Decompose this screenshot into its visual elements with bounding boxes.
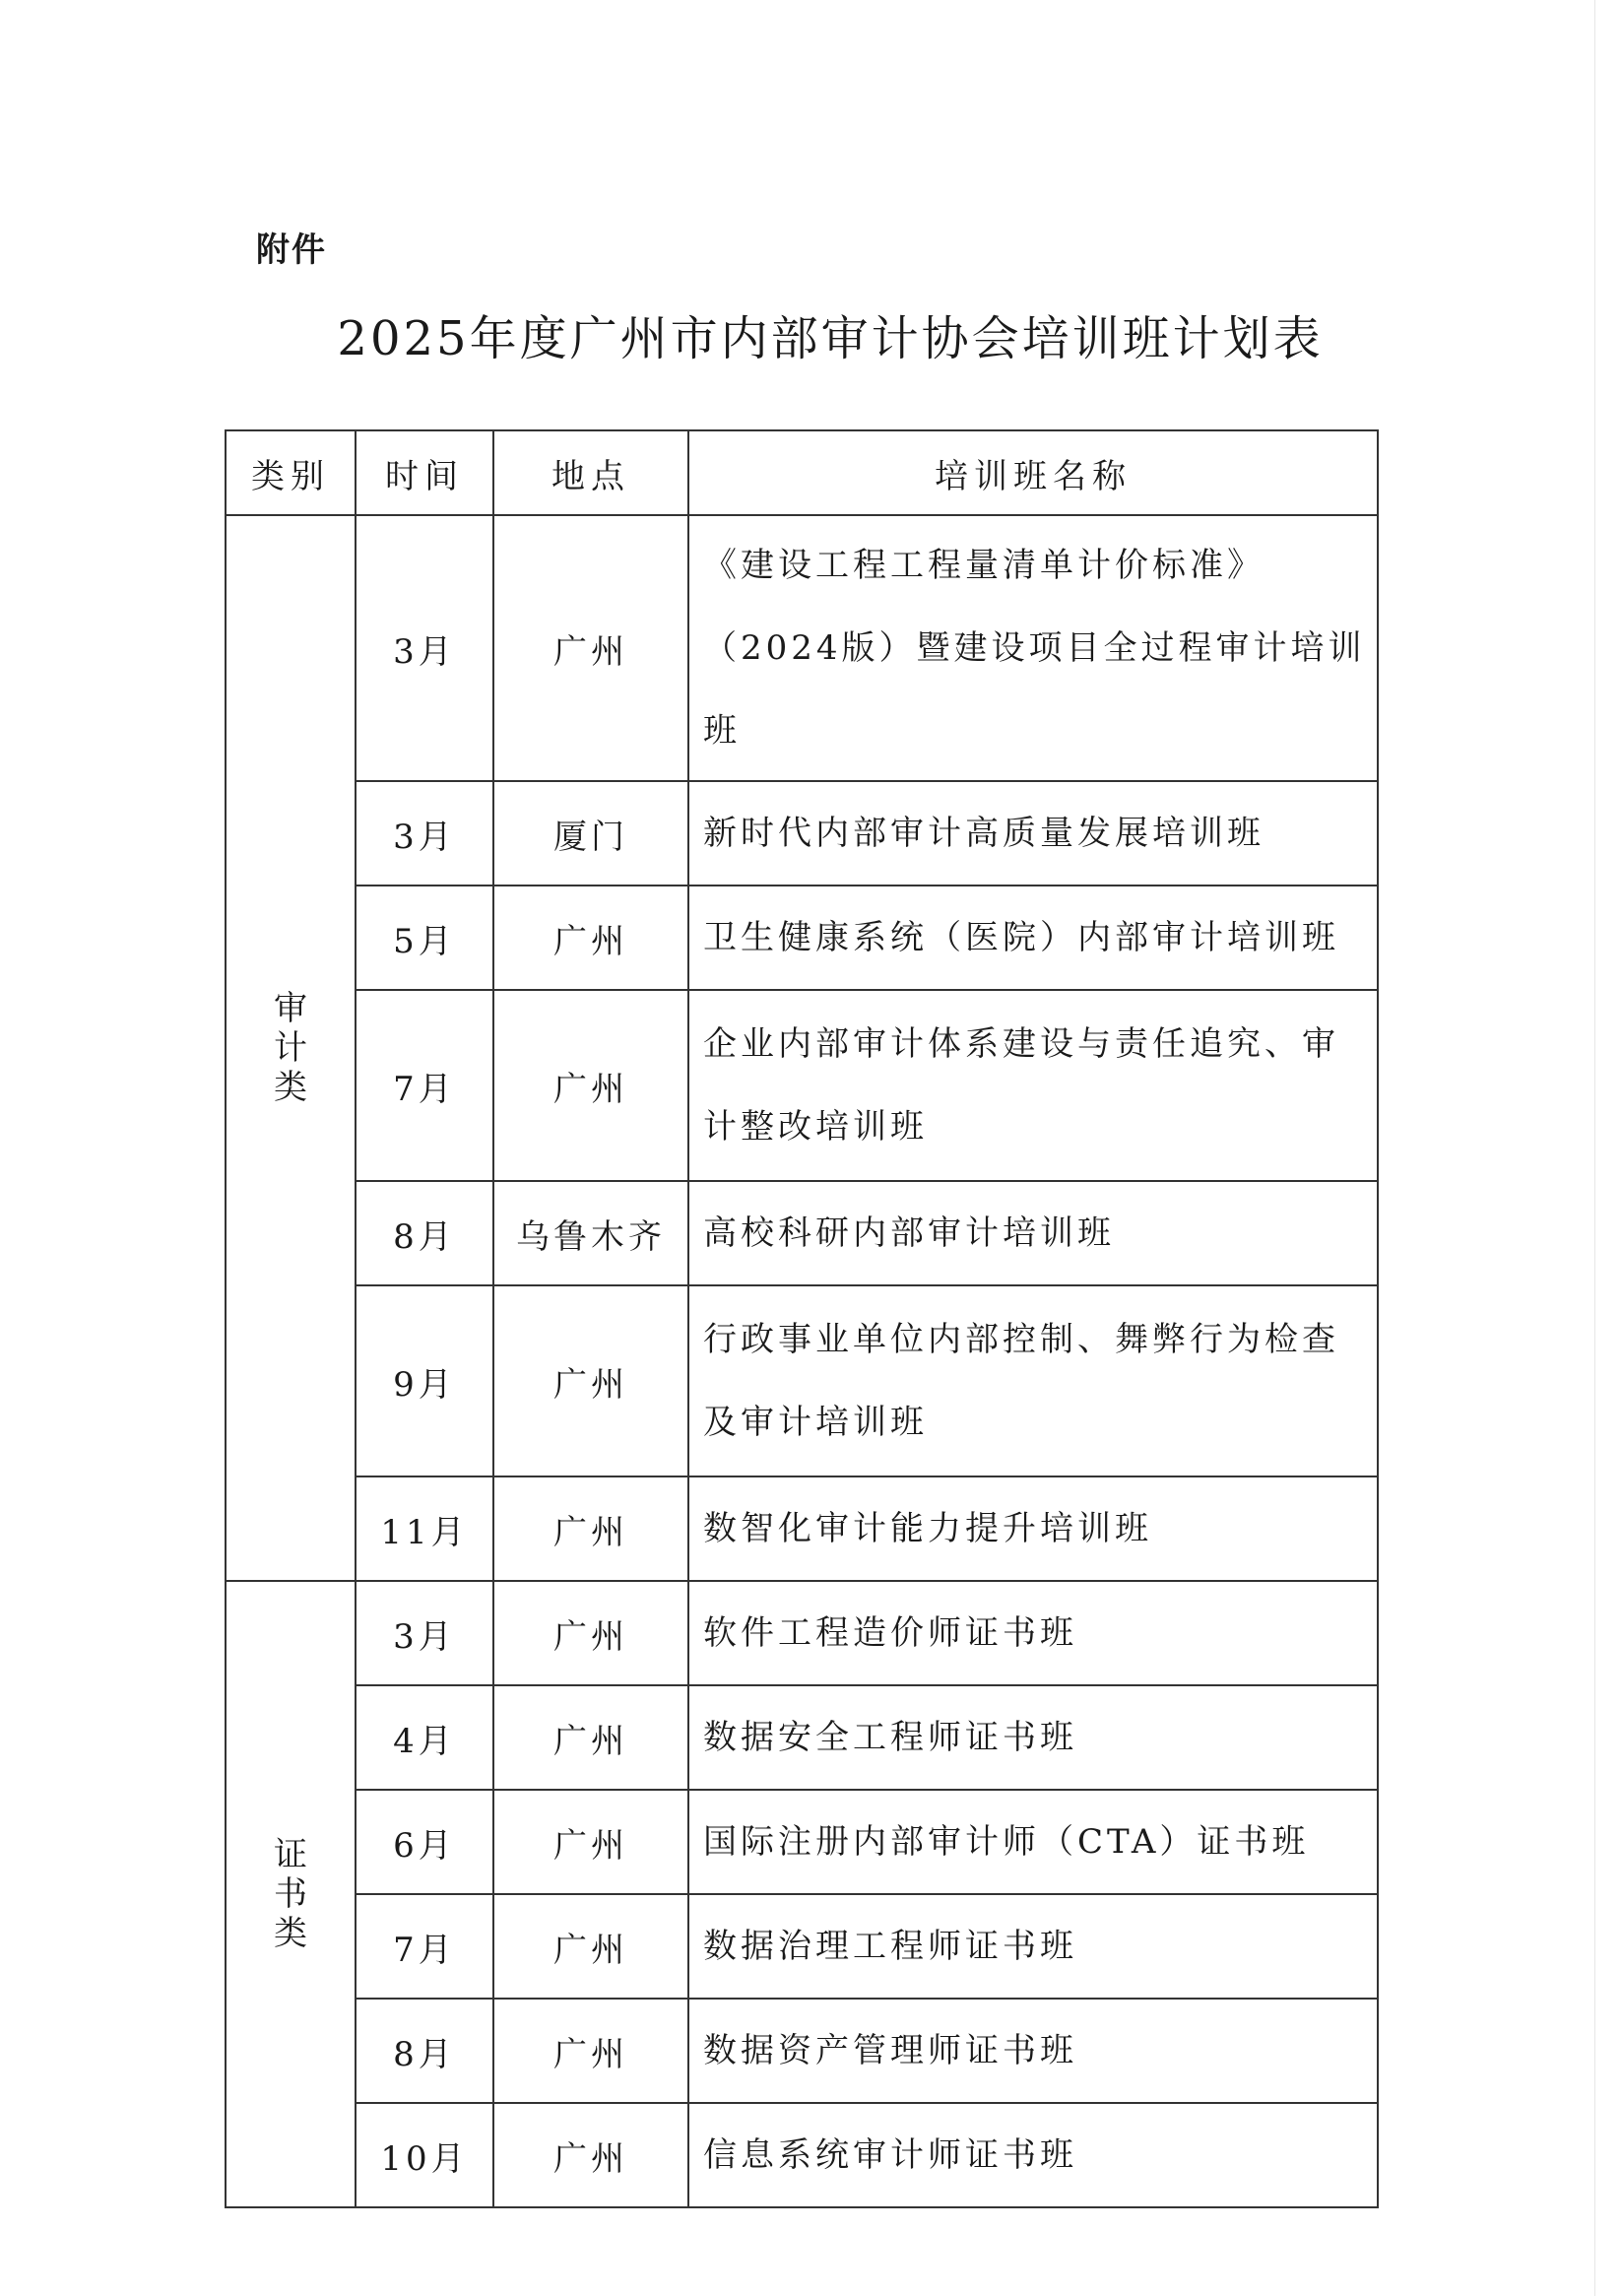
location-cell: 广州 — [493, 1999, 688, 2103]
course-cell: 信息系统审计师证书班 — [688, 2103, 1378, 2207]
location-cell: 广州 — [493, 1894, 688, 1999]
table-row — [226, 1685, 1378, 1790]
month-cell: 3月 — [356, 1581, 493, 1685]
table-row — [226, 990, 1378, 1181]
table-row — [226, 2103, 1378, 2207]
category-label: 审 计 类 — [274, 989, 307, 1107]
course-cell: 行政事业单位内部控制、舞弊行为检查及审计培训班 — [688, 1285, 1378, 1476]
table-row — [226, 1476, 1378, 1581]
course-cell: 数智化审计能力提升培训班 — [688, 1476, 1378, 1581]
location-cell: 广州 — [493, 1476, 688, 1581]
course-cell: 国际注册内部审计师（CTA）证书班 — [688, 1790, 1378, 1894]
document-title: 2025年度广州市内部审计协会培训班计划表 — [337, 311, 1324, 366]
location-cell: 广州 — [493, 1581, 688, 1685]
table-row — [226, 1285, 1378, 1476]
location-cell: 广州 — [493, 1790, 688, 1894]
course-cell: 数据资产管理师证书班 — [688, 1999, 1378, 2103]
month-cell: 7月 — [356, 1894, 493, 1999]
course-cell: 企业内部审计体系建设与责任追究、审计整改培训班 — [688, 990, 1378, 1181]
location-cell: 广州 — [493, 2103, 688, 2207]
training-plan-table — [225, 429, 1379, 2208]
location-cell: 广州 — [493, 990, 688, 1181]
month-cell: 10月 — [356, 2103, 493, 2207]
course-cell: 高校科研内部审计培训班 — [688, 1181, 1378, 1285]
location-cell: 乌鲁木齐 — [493, 1181, 688, 1285]
attachment-label: 附件 — [256, 230, 327, 270]
location-cell: 广州 — [493, 1685, 688, 1790]
location-cell: 厦门 — [493, 781, 688, 886]
month-cell: 7月 — [356, 990, 493, 1181]
header-time: 时间 — [356, 430, 493, 515]
category-cell-certificate — [226, 1581, 356, 2207]
month-cell: 3月 — [356, 515, 493, 781]
location-cell: 广州 — [493, 1285, 688, 1476]
course-cell: 新时代内部审计高质量发展培训班 — [688, 781, 1378, 886]
month-cell: 4月 — [356, 1685, 493, 1790]
location-cell: 广州 — [493, 515, 688, 781]
month-cell: 9月 — [356, 1285, 493, 1476]
month-cell: 5月 — [356, 886, 493, 990]
month-cell: 11月 — [356, 1476, 493, 1581]
category-label: 证 书 类 — [274, 1835, 307, 1953]
course-cell: 软件工程造价师证书班 — [688, 1581, 1378, 1685]
table-row — [226, 1181, 1378, 1285]
table-row — [226, 1790, 1378, 1894]
table-row — [226, 781, 1378, 886]
header-category: 类别 — [226, 430, 356, 515]
month-cell: 8月 — [356, 1999, 493, 2103]
table-row — [226, 886, 1378, 990]
table-row — [226, 515, 1378, 781]
table-header-row — [226, 430, 1378, 515]
table-row — [226, 1581, 1378, 1685]
table-row — [226, 1894, 1378, 1999]
month-cell: 6月 — [356, 1790, 493, 1894]
location-cell: 广州 — [493, 886, 688, 990]
course-cell: 《建设工程工程量清单计价标准》（2024版）暨建设项目全过程审计培训班 — [688, 515, 1378, 781]
course-cell: 数据治理工程师证书班 — [688, 1894, 1378, 1999]
header-course-name: 培训班名称 — [688, 430, 1378, 515]
month-cell: 3月 — [356, 781, 493, 886]
category-cell-audit — [226, 515, 356, 1581]
table-row — [226, 1999, 1378, 2103]
month-cell: 8月 — [356, 1181, 493, 1285]
course-cell: 卫生健康系统（医院）内部审计培训班 — [688, 886, 1378, 990]
header-location: 地点 — [493, 430, 688, 515]
course-cell: 数据安全工程师证书班 — [688, 1685, 1378, 1790]
